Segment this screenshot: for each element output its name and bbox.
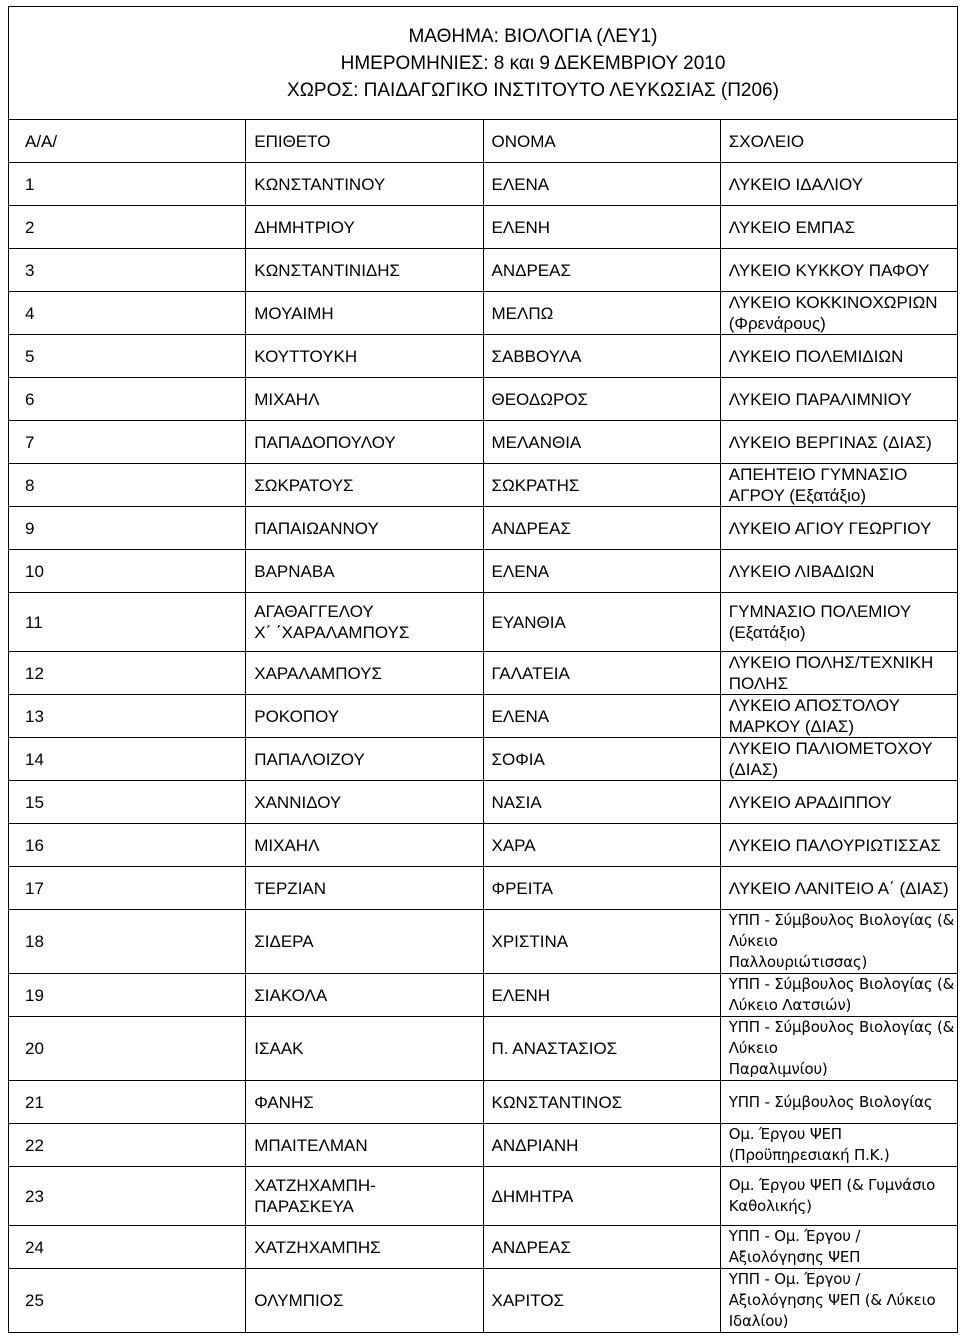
row-name: ΕΛΕΝΑ [483, 163, 720, 206]
row-name: ΧΑΡΑ [483, 824, 720, 867]
row-num: 8 [9, 464, 246, 507]
row-school: ΛΥΚΕΙΟ ΠΑΛΟΥΡΙΩΤΙΣΣΑΣ [720, 824, 957, 867]
row-surname: ΒΑΡΝΑΒΑ [246, 550, 483, 593]
row-name: ΣΟΦΙΑ [483, 738, 720, 781]
table-row [9, 867, 958, 910]
title-cell [9, 7, 958, 120]
row-name: ΕΛΕΝΗ [483, 206, 720, 249]
row-school: ΛΥΚΕΙΟ ΑΡΑΔΙΠΠΟΥ [720, 781, 957, 824]
school-line-2: Παλλουριώτισσας) [728, 953, 868, 971]
table-row [9, 292, 958, 335]
row-surname: ΜΙΧΑΗΛ [246, 824, 483, 867]
row-name: ΕΛΕΝΗ [483, 974, 720, 1017]
row-name: ΑΝΔΡΕΑΣ [483, 507, 720, 550]
row-name: ΜΕΛΠΩ [483, 292, 720, 335]
row-school: ΑΠΕΗΤΕΙΟ ΓΥΜΝΑΣΙΟ ΑΓΡΟΥ (Εξατάξιο) [720, 464, 957, 507]
row-name: ΑΝΔΡΕΑΣ [483, 1226, 720, 1269]
row-surname: ΚΩΝΣΤΑΝΤΙΝΟΥ [246, 163, 483, 206]
row-name: ΘΕΟΔΩΡΟΣ [483, 378, 720, 421]
table-row [9, 1269, 958, 1333]
surname-line-2: Χ΄ ΄ΧΑΡΑΛΑΜΠΟΥΣ [254, 623, 410, 642]
attendance-sheet [8, 6, 958, 1333]
row-school: ΛΥΚΕΙΟ ΠΑΛΙΟΜΕΤΟΧΟΥ (ΔΙΑΣ) [720, 738, 957, 781]
table-row [9, 1081, 958, 1124]
table-header-block [9, 7, 958, 120]
row-school [720, 1017, 957, 1081]
row-school: ΛΥΚΕΙΟ ΠΟΛΗΣ/ΤΕΧΝΙΚΗ ΠΟΛΗΣ [720, 652, 957, 695]
row-surname: ΡΟΚΟΠΟΥ [246, 695, 483, 738]
row-num: 2 [9, 206, 246, 249]
row-name: ΕΛΕΝΑ [483, 695, 720, 738]
row-school: ΥΠΠ - Σύμβουλος Βιολογίας [720, 1081, 957, 1124]
row-name: ΔΗΜΗΤΡΑ [483, 1167, 720, 1226]
row-name: ΚΩΝΣΤΑΝΤΙΝΟΣ [483, 1081, 720, 1124]
row-surname: ΔΗΜΗΤΡΙΟΥ [246, 206, 483, 249]
row-num: 22 [9, 1124, 246, 1167]
row-name: ΣΑΒΒΟΥΛΑ [483, 335, 720, 378]
table-row [9, 550, 958, 593]
row-school: ΛΥΚΕΙΟ ΛΑΝΙΤΕΙΟ Α΄ (ΔΙΑΣ) [720, 867, 957, 910]
table-row [9, 1017, 958, 1081]
row-surname: ΦΑΝΗΣ [246, 1081, 483, 1124]
surname-line-2: ΠΑΡΑΣΚΕΥΑ [254, 1197, 354, 1216]
row-school: ΛΥΚΕΙΟ ΑΓΙΟΥ ΓΕΩΡΓΙΟΥ [720, 507, 957, 550]
table-row [9, 464, 958, 507]
row-surname: ΤΕΡΖΙΑΝ [246, 867, 483, 910]
row-school: ΛΥΚΕΙΟ ΕΜΠΑΣ [720, 206, 957, 249]
participants-table [8, 6, 958, 1333]
table-row [9, 974, 958, 1017]
table-row [9, 1226, 958, 1269]
table-row [9, 738, 958, 781]
row-school: ΛΥΚΕΙΟ ΠΟΛΕΜΙΔΙΩΝ [720, 335, 957, 378]
table-row [9, 421, 958, 464]
row-name: ΕΛΕΝΑ [483, 550, 720, 593]
course-title: ΜΑΘΗΜΑ: ΒΙΟΛΟΓΙΑ (ΛΕΥ1) [408, 25, 658, 47]
row-surname: ΚΟΥΤΤΟΥΚΗ [246, 335, 483, 378]
row-name: ΑΝΔΡΕΑΣ [483, 249, 720, 292]
school-line-2: Παραλιμνίου) [728, 1060, 828, 1078]
row-school [720, 910, 957, 974]
row-num: 15 [9, 781, 246, 824]
row-num: 13 [9, 695, 246, 738]
table-row [9, 910, 958, 974]
table-row [9, 378, 958, 421]
row-name: ΓΑΛΑΤΕΙΑ [483, 652, 720, 695]
table-row [9, 781, 958, 824]
row-num: 18 [9, 910, 246, 974]
row-surname: ΣΩΚΡΑΤΟΥΣ [246, 464, 483, 507]
row-name: ΣΩΚΡΑΤΗΣ [483, 464, 720, 507]
table-row [9, 163, 958, 206]
row-school [720, 1269, 957, 1333]
row-surname: ΧΑΤΖΗΧΑΜΠΗΣ [246, 1226, 483, 1269]
col-surname-header: ΕΠΙΘΕΤΟ [246, 120, 483, 163]
table-row [9, 824, 958, 867]
col-num-header: Α/Α/ [9, 120, 246, 163]
table-row [9, 1124, 958, 1167]
row-school: ΥΠΠ - Ομ. Έργου / Αξιολόγησης ΨΕΠ [720, 1226, 957, 1269]
row-num: 9 [9, 507, 246, 550]
row-num: 23 [9, 1167, 246, 1226]
row-name: ΕΥΑΝΘΙΑ [483, 593, 720, 652]
row-school: ΥΠΠ - Σύμβουλος Βιολογίας (& Λύκειο Λατσιών) [720, 974, 957, 1017]
row-name: Π. ΑΝΑΣΤΑΣΙΟΣ [483, 1017, 720, 1081]
row-name: ΝΑΣΙΑ [483, 781, 720, 824]
row-num: 19 [9, 974, 246, 1017]
row-school: ΛΥΚΕΙΟ ΑΠΟΣΤΟΛΟΥ ΜΑΡΚΟΥ (ΔΙΑΣ) [720, 695, 957, 738]
row-surname: ΚΩΝΣΤΑΝΤΙΝΙΔΗΣ [246, 249, 483, 292]
row-school: ΛΥΚΕΙΟ ΙΔΑΛΙΟΥ [720, 163, 957, 206]
row-school: ΛΥΚΕΙΟ ΚΥΚΚΟΥ ΠΑΦΟΥ [720, 249, 957, 292]
row-num: 14 [9, 738, 246, 781]
row-name: ΧΑΡΙΤΟΣ [483, 1269, 720, 1333]
row-surname: ΧΑΝΝΙΔΟΥ [246, 781, 483, 824]
table-row [9, 695, 958, 738]
table-row [9, 652, 958, 695]
table-row [9, 1167, 958, 1226]
row-school: ΓΥΜΝΑΣΙΟ ΠΟΛΕΜΙΟΥ (Εξατάξιο) [720, 593, 957, 652]
surname-line-1: ΧΑΤΖΗΧΑΜΠΗ- [254, 1176, 376, 1195]
row-num: 11 [9, 593, 246, 652]
row-name: ΑΝΔΡΙΑΝΗ [483, 1124, 720, 1167]
school-line-1: ΥΠΠ - Ομ. Έργου / Αξιολόγησης ΨΕΠ (& Λύκειο [728, 1270, 936, 1309]
row-num: 3 [9, 249, 246, 292]
row-num: 20 [9, 1017, 246, 1081]
row-name: ΦΡΕΙΤΑ [483, 867, 720, 910]
row-surname: ΠΑΠΑΛΟΙΖΟΥ [246, 738, 483, 781]
row-name: ΜΕΛΑΝΘΙΑ [483, 421, 720, 464]
row-school: ΛΥΚΕΙΟ ΚΟΚΚΙΝΟΧΩΡΙΩΝ (Φρενάρους) [720, 292, 957, 335]
row-school: Ομ. Έργου ΨΕΠ (Προϋπηρεσιακή Π.Κ.) [720, 1124, 957, 1167]
row-surname: ΣΙΔΕΡΑ [246, 910, 483, 974]
table-row [9, 335, 958, 378]
school-line-1: ΥΠΠ - Σύμβουλος Βιολογίας (& Λύκειο [728, 1018, 955, 1057]
row-num: 6 [9, 378, 246, 421]
row-surname: ΣΙΑΚΟΛΑ [246, 974, 483, 1017]
row-num: 10 [9, 550, 246, 593]
row-num: 1 [9, 163, 246, 206]
row-school: ΛΥΚΕΙΟ ΒΕΡΓΙΝΑΣ (ΔΙΑΣ) [720, 421, 957, 464]
row-surname [246, 593, 483, 652]
row-num: 4 [9, 292, 246, 335]
row-num: 21 [9, 1081, 246, 1124]
row-num: 25 [9, 1269, 246, 1333]
dates-line: ΗΜΕΡΟΜΗΝΙΕΣ: 8 και 9 ΔΕΚΕΜΒΡΙΟΥ 2010 [340, 52, 726, 74]
table-row [9, 507, 958, 550]
row-num: 16 [9, 824, 246, 867]
row-num: 7 [9, 421, 246, 464]
row-school: ΛΥΚΕΙΟ ΠΑΡΑΛΙΜΝΙΟΥ [720, 378, 957, 421]
surname-line-1: ΑΓΑΘΑΓΓΕΛΟΥ [254, 602, 374, 621]
school-line-2: Ιδαλίου) [728, 1312, 789, 1330]
col-school-header: ΣΧΟΛΕΙΟ [720, 120, 957, 163]
table-row [9, 206, 958, 249]
column-headers [9, 120, 958, 163]
row-surname: ΧΑΡΑΛΑΜΠΟΥΣ [246, 652, 483, 695]
row-surname: ΜΙΧΑΗΛ [246, 378, 483, 421]
venue-line: ΧΩΡΟΣ: ΠΑΙΔΑΓΩΓΙΚΟ ΙΝΣΤΙΤΟΥΤΟ ΛΕΥΚΩΣΙΑΣ (Π206) [287, 79, 779, 101]
col-name-header: ΟΝΟΜΑ [483, 120, 720, 163]
row-surname: ΜΟΥΑΙΜΗ [246, 292, 483, 335]
row-surname: ΠΑΠΑΙΩΑΝΝΟΥ [246, 507, 483, 550]
row-surname: ΙΣΑΑΚ [246, 1017, 483, 1081]
row-num: 5 [9, 335, 246, 378]
row-school: ΛΥΚΕΙΟ ΛΙΒΑΔΙΩΝ [720, 550, 957, 593]
row-surname: ΠΑΠΑΔΟΠΟΥΛΟΥ [246, 421, 483, 464]
row-num: 12 [9, 652, 246, 695]
row-num: 17 [9, 867, 246, 910]
table-row [9, 249, 958, 292]
table-row [9, 593, 958, 652]
row-school: Ομ. Έργου ΨΕΠ (& Γυμνάσιο Καθολικής) [720, 1167, 957, 1226]
row-surname [246, 1167, 483, 1226]
school-line-1: ΥΠΠ - Σύμβουλος Βιολογίας (& Λύκειο [728, 911, 955, 950]
row-surname: ΜΠΑΙΤΕΛΜΑΝ [246, 1124, 483, 1167]
row-name: ΧΡΙΣΤΙΝΑ [483, 910, 720, 974]
row-surname: ΟΛΥΜΠΙΟΣ [246, 1269, 483, 1333]
row-num: 24 [9, 1226, 246, 1269]
